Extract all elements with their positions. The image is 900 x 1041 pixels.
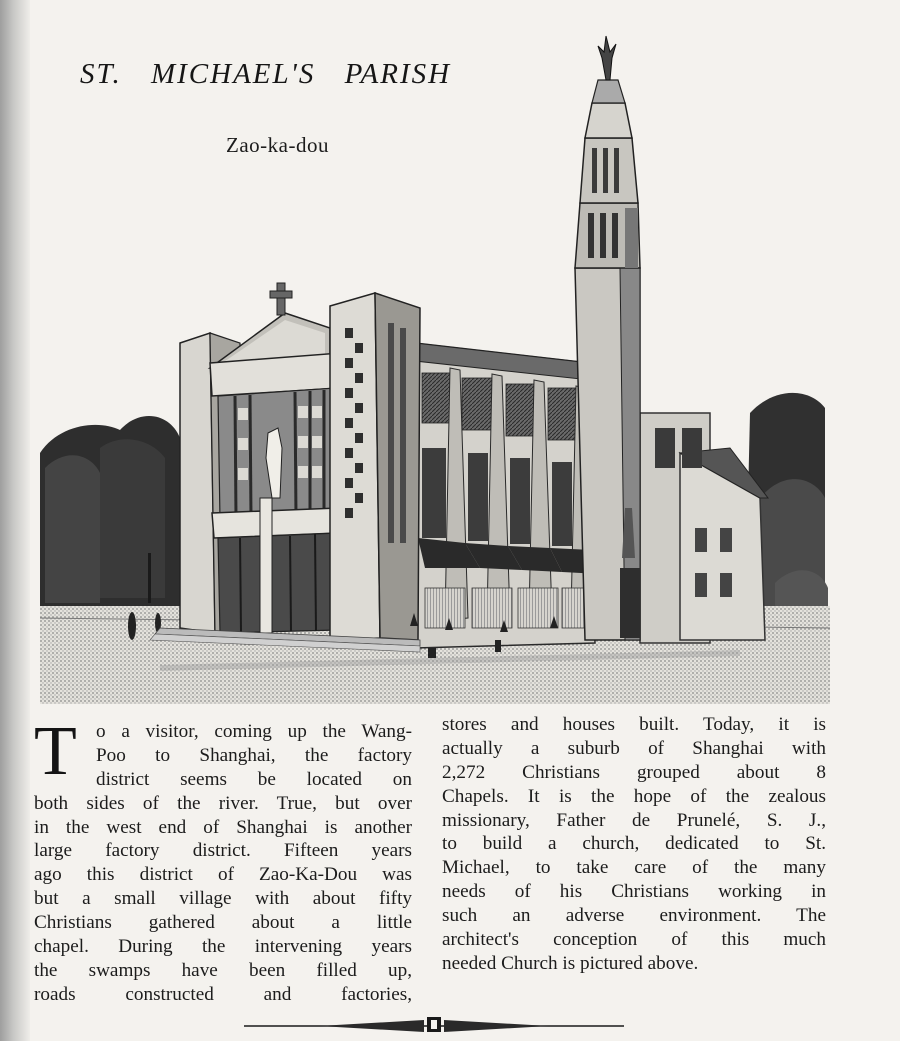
text-line: needed Church is pictured above. — [442, 952, 699, 974]
text-line: both sides of the river. True, but over — [34, 792, 412, 814]
text-line: large factory district. Fifteen years — [34, 840, 412, 862]
text-line: actually a suburb of Shanghai with — [442, 737, 826, 759]
drop-cap: T — [34, 713, 77, 790]
text-line: stores and houses built. Today, it is — [442, 714, 826, 735]
section-divider-ornament — [244, 1012, 624, 1032]
text-line: the swamps have been filled up, — [34, 959, 412, 981]
text-line: 2,272 Christians grouped about 8 — [442, 761, 826, 783]
text-line: Chapels. It is the hope of the zealous — [442, 785, 826, 807]
left-column — [34, 713, 412, 1007]
article-subtitle: Zao-ka-dou — [226, 133, 329, 157]
text-line: missionary, Father de Prunelé, S. J., — [442, 809, 826, 831]
right-column — [442, 713, 826, 976]
article-title: ST. MICHAEL'S PARISH — [80, 58, 452, 90]
text-line: Michael, to take care of the many — [442, 857, 826, 879]
scan-margin-shadow — [0, 0, 30, 1041]
text-line: architect's conception of this much — [442, 929, 826, 951]
text-line: Christians gathered about a little — [34, 912, 412, 934]
text-line: district seems be located on — [96, 768, 412, 790]
text-line: but a small village with about fifty — [34, 888, 412, 910]
text-line: to build a church, dedicated to St. — [442, 833, 826, 855]
text-line: needs of his Christians working in — [442, 881, 826, 903]
text-line: ago this district of Zao-Ka-Dou was — [34, 864, 412, 886]
text-line: in the west end of Shanghai is another — [34, 816, 412, 838]
text-line: roads constructed and factories, — [34, 983, 412, 1005]
text-line: Poo to Shanghai, the factory — [96, 744, 412, 766]
text-line: o a visitor, coming up the Wang- — [96, 721, 412, 742]
church-illustration — [40, 28, 830, 704]
text-line: chapel. During the intervening years — [34, 936, 412, 958]
text-line: such an adverse environment. The — [442, 905, 826, 927]
